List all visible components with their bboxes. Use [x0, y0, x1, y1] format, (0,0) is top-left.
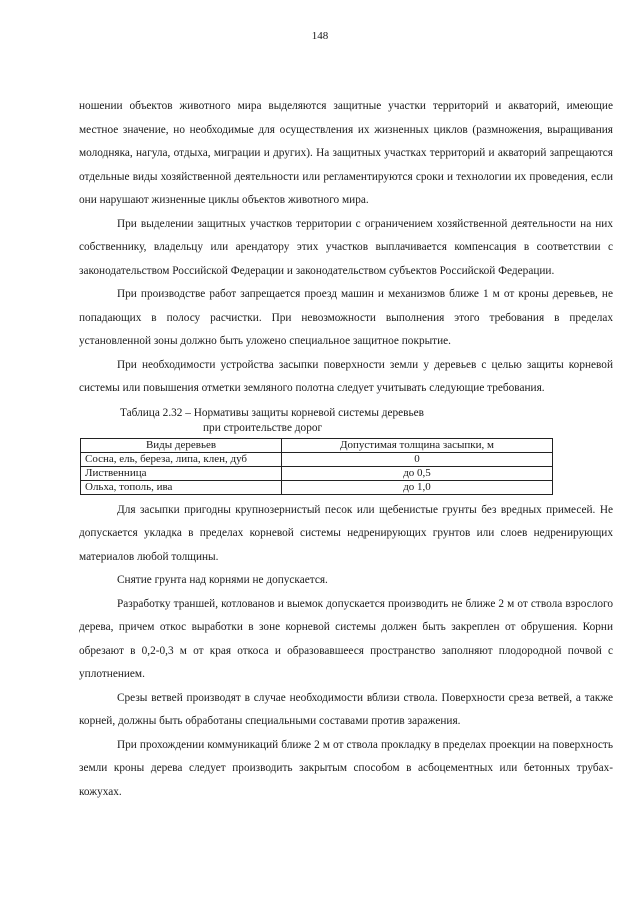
header-fill-thickness: Допустимая толщина засыпки, м: [282, 438, 553, 452]
paragraph: Разработку траншей, котлованов и выемок допускается производить не ближе 2 м от ствола взрослого дерева, причем откос выработки в зоне корневой системы должен быть закреплен от обрушения. Корни обрезают в 0,2-0,3 м от края откоса и образовавшееся пространство заполняют плодородной почвой с уплотнением.: [79, 597, 613, 680]
document-body: [79, 95, 613, 804]
paragraph: При производстве работ запрещается проезд машин и механизмов ближе 1 м от кроны деревьев, не попадающих в полосу расчистки. При невозможности выполнения этого требования в пределах установленной зоны должно быть уложено специальное защитное покрытие.: [79, 288, 613, 347]
paragraph: При выделении защитных участков территории с ограничением хозяйственной деятельности на них собственнику, владельцу или арендатору этих участков выплачивается компенсация в соответствии с законодательством Российской Федерации и законодательством субъектов Российской Федерации.: [79, 217, 613, 277]
page-number: 148: [311, 30, 329, 42]
paragraph: Срезы ветвей производят в случае необходимости вблизи ствола. Поверхности среза ветвей, а также корней, должны быть обработаны специальными составами против заражения.: [79, 691, 613, 727]
paragraph: Для засыпки пригодны крупнозернистый песок или щебенистые грунты без вредных примесей. Не допускается укладка в пределах корневой системы недренирующих грунтов или слоев недренирующих материалов любой толщины.: [79, 503, 613, 563]
cell-thickness: 0: [282, 452, 553, 466]
table-header-row: [81, 438, 553, 452]
paragraph: При прохождении коммуникаций ближе 2 м от ствола прокладку в пределах проекции на поверхность земли кроны дерева следует производить закрытым способом в асбоцементных или бетонных трубах-кожухах.: [79, 738, 613, 798]
paragraph: ношении объектов животного мира выделяются защитные участки территорий и акваторий, имеющие местное значение, но необходимые для осуществления их жизненных циклов (размножения, выращивания молодняка, нагула, отдыха, миграции и других). На защитных участках территорий и акваторий запрещаются отдельные виды хозяйственной деятельности или регламентируются сроки и технологии их проведения, если они нарушают жизненные циклы объектов животного мира.: [79, 100, 613, 206]
table-caption: [79, 406, 613, 436]
table-row: [81, 466, 553, 480]
header-tree-types: Виды деревьев: [81, 438, 282, 452]
cell-tree-type: Ольха, тополь, ива: [81, 480, 282, 494]
paragraph: Снятие грунта над корнями не допускается.: [117, 574, 328, 586]
table-row: [81, 452, 553, 466]
root-protection-table: [80, 438, 553, 495]
table-caption-line2: при строительстве дорог: [203, 421, 323, 434]
cell-thickness: до 1,0: [282, 480, 553, 494]
cell-tree-type: Сосна, ель, береза, липа, клен, дуб: [81, 452, 282, 466]
paragraph: При необходимости устройства засыпки поверхности земли у деревьев с целью защиты корневой системы или повышения отметки земляного полотна следует учитывать следующие требования.: [79, 358, 613, 394]
table-caption-line1: Таблица 2.32 – Нормативы защиты корневой системы деревьев: [120, 406, 425, 419]
table-row: [81, 480, 553, 494]
cell-tree-type: Лиственница: [81, 466, 282, 480]
cell-thickness: до 0,5: [282, 466, 553, 480]
